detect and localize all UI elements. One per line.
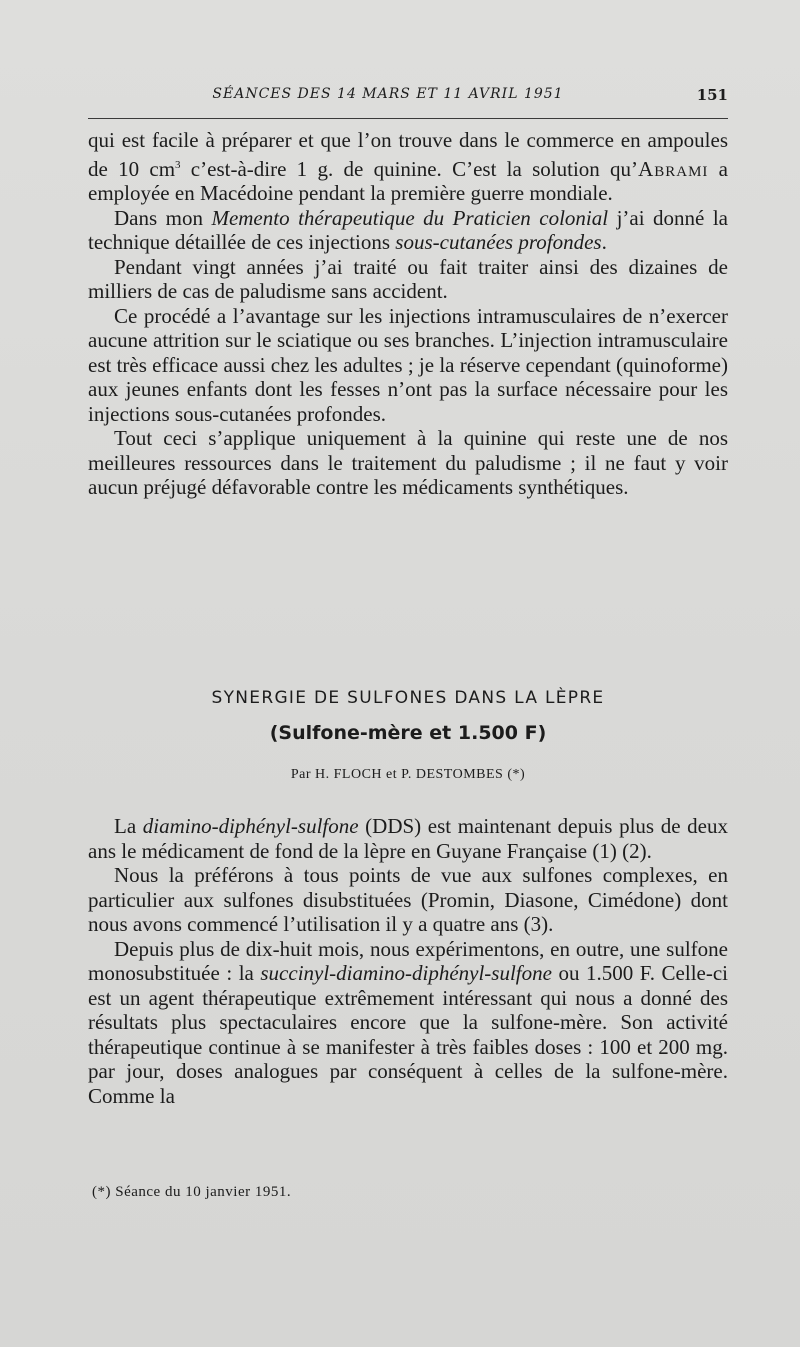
- paragraph: Dans mon Memento thérapeutique du Praticien colonial j’ai donné la technique détaillée de ces injections sous-cutanées profondes.: [88, 205, 728, 254]
- paragraph: Pendant vingt années j’ai traité ou fait traiter ainsi des dizaines de milliers de cas de paludisme sans accident.: [88, 254, 728, 303]
- paragraph: Depuis plus de dix-huit mois, nous expérimentons, en outre, une sulfone monosubstituée : la succinyl-diamino-diphényl-sulfone ou 1.500 F. Celle-ci est un agent thérapeutique extrêmement intéressant qui nous a donné des résultats plus spectaculaires encore que la sulfone-mère. Son activité thérapeutique continue à se manifester à très faibles doses : 100 et 200 mg. par jour, doses analogues par conséquent à celles de la sulfone-mère. Comme la: [88, 936, 728, 1108]
- page-number: 151: [696, 86, 728, 104]
- section-authors: Par H. FLOCH et P. DESTOMBES (*): [290, 767, 526, 782]
- paragraph: Ce procédé a l’avantage sur les injections intramusculaires de n’exercer aucune attrition sur le sciatique ou ses branches. L’injection intramusculaire est très efficace aussi chez les adultes ; je la réserve cependant (quinoforme) aux jeunes enfants dont les fesses n’ont pas la surface nécessaire pour les injections sous-cutanées profondes.: [88, 303, 728, 426]
- running-head: SÉANCES DES 14 MARS ET 11 AVRIL 1951: [212, 86, 564, 102]
- article-body: [88, 814, 728, 1108]
- author-name: Abrami: [638, 156, 709, 181]
- header-rule: [88, 118, 728, 119]
- book-title: Memento thérapeutique du Praticien colonial: [211, 205, 609, 230]
- section-subtitle: (Sulfone-mère et 1.500 F): [269, 722, 547, 744]
- article-continuation: [88, 128, 728, 500]
- footnote: (*) Séance du 10 janvier 1951.: [92, 1184, 292, 1200]
- section-title: SYNERGIE DE SULFONES DANS LA LÈPRE: [211, 688, 605, 708]
- page-header: [88, 78, 728, 106]
- paragraph: qui est facile à préparer et que l’on trouve dans le commerce en ampoules de 10 $cm^3$ c’est-à-dire 1 g. de quinine. C’est la solution qu’Abrami a employée en Macédoine pendant la première guerre mondiale.: [88, 128, 729, 205]
- paragraph: La diamino-diphényl-sulfone (DDS) est maintenant depuis plus de deux ans le médicament de fond de la lèpre en Guyane Française (1) (2).: [88, 814, 728, 863]
- paragraph: Nous la préférons à tous points de vue aux sulfones complexes, en particulier aux sulfones disubstituées (Promin, Diasone, Cimédone) dont nous avons commencé l’utilisation il y a quatre ans (3).: [88, 863, 728, 936]
- paragraph: Tout ceci s’applique uniquement à la quinine qui reste une de nos meilleures ressources dans le traitement du paludisme ; il ne faut y voir aucun préjugé défavorable contre les médicaments synthétiques.: [88, 426, 728, 499]
